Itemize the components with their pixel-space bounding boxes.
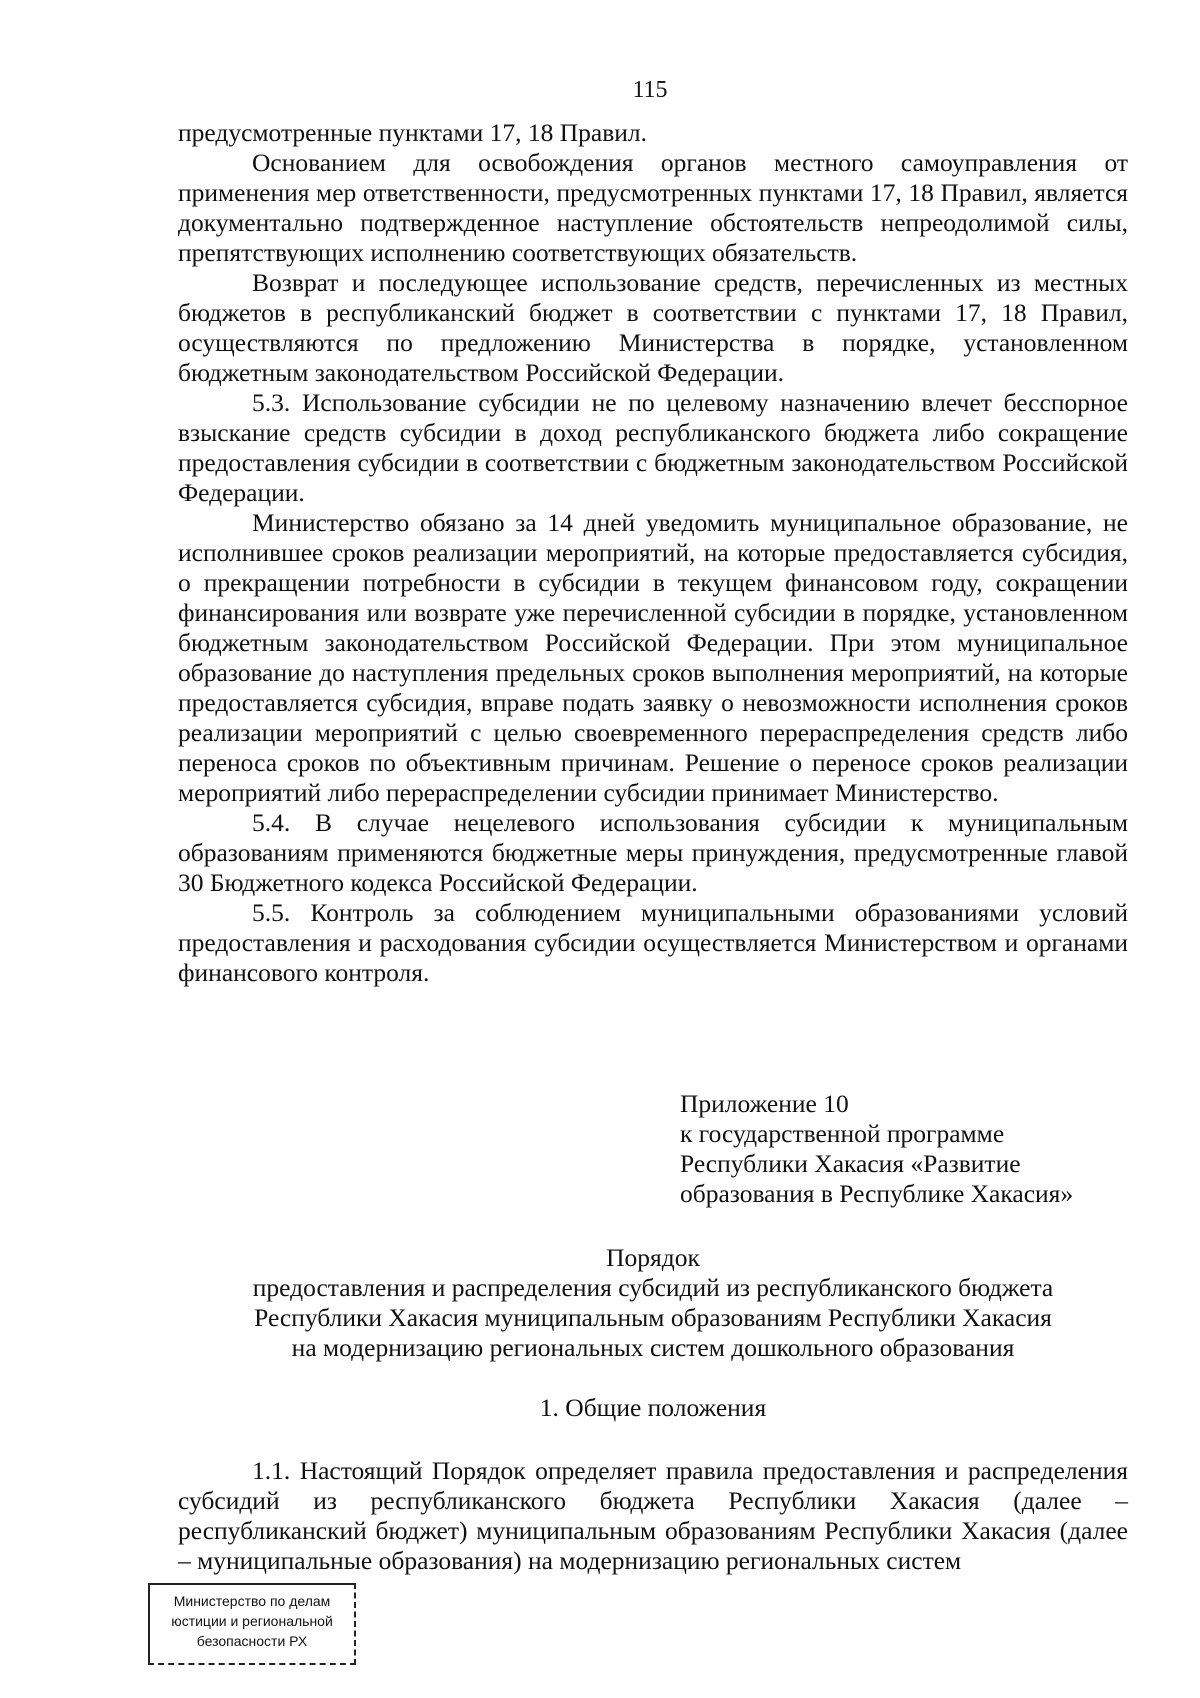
document-title — [178, 1243, 1128, 1363]
paragraph-continuation: предусмотренные пунктами 17, 18 Правил. — [178, 118, 648, 147]
paragraph-refund: Возврат и последующее использование средств, перечисленных из местных бюджетов в республиканский бюджет в соответствии с пунктами 17, 18 Правил, осуществляются по предложению Министерства в порядке, установленном бюджетным законодательством Российской Федерации. — [178, 268, 1128, 387]
paragraph-5-5: 5.5. Контроль за соблюдением муниципальными образованиями условий предоставления и расходования субсидии осуществляется Министерством и органами финансового контроля. — [178, 898, 1128, 987]
appendix-line: Приложение 10 — [680, 1089, 849, 1118]
title-heading: Порядок — [606, 1243, 700, 1272]
appendix-line: образования в Республике Хакасия» — [680, 1179, 1074, 1208]
paragraph-5-3: 5.3. Использование субсидии не по целевому назначению влечет бесспорное взыскание средств субсидии в доход республиканского бюджета либо сокращение предоставления субсидии в соответствии с бюджетным законодательством Российской Федерации. — [178, 388, 1128, 507]
stamp-line: безопасности РХ — [196, 1633, 308, 1649]
stamp-line: Министерство по делам — [173, 1593, 331, 1609]
document-body — [178, 118, 1128, 988]
appendix-line: Республики Хакасия «Развитие — [680, 1149, 1021, 1178]
stamp-line: юстиции и региональной — [171, 1613, 333, 1629]
appendix-header — [680, 1089, 1130, 1209]
title-line: Республики Хакасия муниципальным образованиям Республики Хакасия — [254, 1303, 1052, 1332]
title-line: предоставления и распределения субсидий из республиканского бюджета — [252, 1273, 1054, 1302]
section-heading: 1. Общие положения — [539, 1393, 767, 1422]
registration-stamp — [148, 1583, 356, 1665]
section-body — [178, 1456, 1128, 1576]
paragraph-force-majeure: Основанием для освобождения органов местного самоуправления от применения мер ответственности, предусмотренных пунктами 17, 18 Правил, является документально подтвержденное наступление обстоятельств непреодолимой силы, препятствующих исполнению соответствующих обязательств. — [178, 148, 1128, 267]
paragraph-5-4: 5.4. В случае нецелевого использования субсидии к муниципальным образованиям применяются бюджетные меры принуждения, предусмотренные главой 30 Бюджетного кодекса Российской Федерации. — [178, 808, 1128, 897]
page-number: 115 — [632, 77, 668, 103]
paragraph-ministry-notice: Министерство обязано за 14 дней уведомить муниципальное образование, не исполнившее сроков реализации мероприятий, на которые предоставляется субсидия, о прекращении потребности в субсидии в текущем финансовом году, сокращении финансирования или возврате уже перечисленной субсидии в порядке, установленном бюджетным законодательством Российской Федерации. При этом муниципальное образование до наступления предельных сроков выполнения мероприятий, на которые предоставляется субсидия, вправе подать заявку о невозможности исполнения сроков реализации мероприятий с целью своевременного перераспределения средств либо переноса сроков по объективным причинам. Решение о переносе сроков реализации мероприятий либо перераспределении субсидии принимает Министерство. — [178, 508, 1128, 807]
appendix-line: к государственной программе — [680, 1119, 1005, 1148]
title-line: на модернизацию региональных систем дошкольного образования — [291, 1333, 1015, 1362]
paragraph-1-1: 1.1. Настоящий Порядок определяет правила предоставления и распределения субсидий из республиканского бюджета Республики Хакасия (далее – республиканский бюджет) муниципальным образованиям Республики Хакасия (далее – муниципальные образования) на модернизацию региональных систем — [178, 1456, 1128, 1575]
